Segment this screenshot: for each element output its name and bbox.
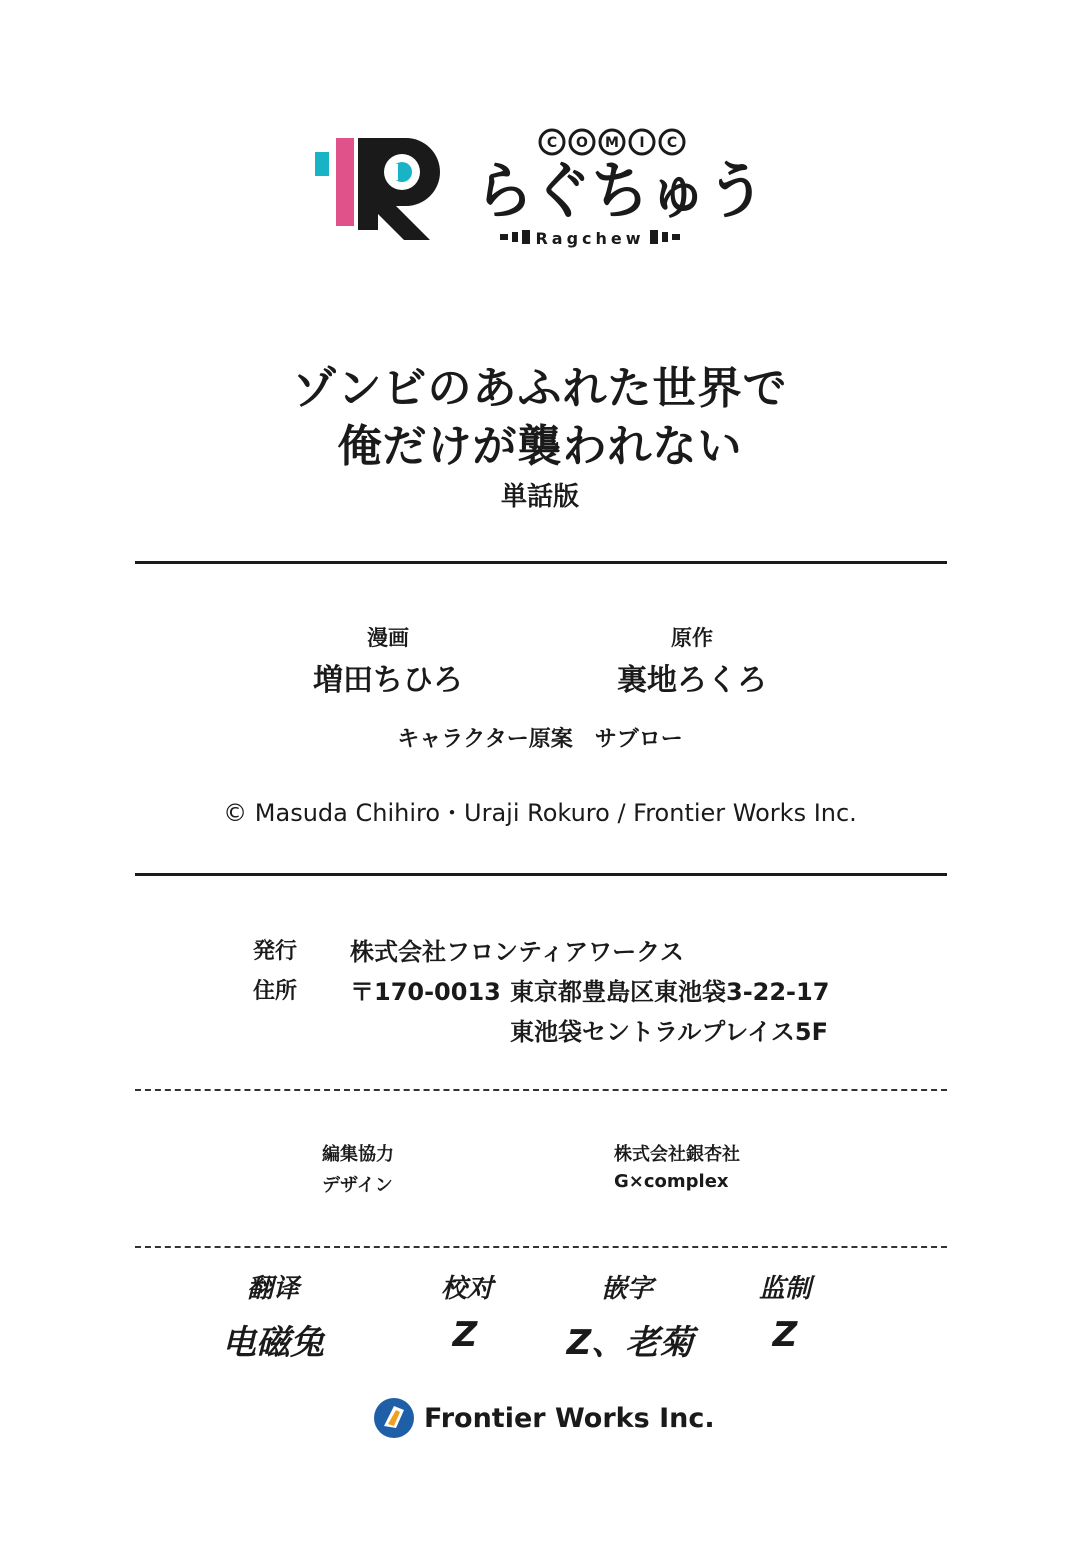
divider-dashed — [135, 1089, 947, 1091]
design-label: デザイン — [322, 1175, 393, 1196]
manga-label: 漫画 — [367, 626, 409, 650]
comic-ragchew-logo — [310, 110, 780, 260]
logo-comic-letter: M — [605, 135, 619, 151]
credit-name-typeset: Z、老菊 — [566, 1323, 694, 1363]
editing-label: 編集協力 — [322, 1144, 394, 1165]
credit-name-proofread: Z — [452, 1315, 478, 1355]
frontier-works-text: Frontier Works Inc. — [424, 1402, 715, 1434]
postal-code: 〒170-0013 — [350, 978, 501, 1006]
frontier-works-emblem-icon — [372, 1396, 416, 1440]
design-value: G×complex — [614, 1171, 729, 1192]
character-design: キャラクター原案 サブロー — [397, 727, 683, 752]
credit-name-supervise: Z — [772, 1315, 798, 1355]
logo-kana: らぐちゅう — [475, 154, 765, 227]
edition-label: 単話版 — [500, 482, 579, 512]
credit-label-supervise: 监制 — [758, 1274, 811, 1304]
issue-value: 株式会社フロンティアワークス — [350, 938, 684, 966]
logo-comic-letter: I — [639, 135, 645, 151]
title-line-2: 俺だけが襲われない — [337, 421, 743, 472]
logo-comic-letter: O — [576, 135, 588, 151]
copyright: © Masuda Chihiro・Uraji Rokuro / Frontier Works Inc. — [223, 799, 857, 827]
credit-label-typeset: 嵌字 — [600, 1274, 653, 1304]
logo-comic-letter: C — [666, 135, 678, 151]
original-name: 裏地ろくろ — [617, 663, 767, 698]
divider-dashed — [135, 1246, 947, 1248]
frontier-works-logo — [372, 1396, 715, 1440]
divider-solid — [135, 873, 947, 876]
credit-label-translation: 翻译 — [246, 1274, 299, 1304]
editing-value: 株式会社銀杏社 — [614, 1144, 740, 1165]
manga-name: 増田ちひろ — [313, 663, 463, 698]
title-line-1: ゾンビのあふれた世界で — [292, 363, 788, 414]
address-line-2: 東池袋セントラルプレイス5F — [510, 1018, 828, 1046]
address-label: 住所 — [253, 979, 298, 1004]
address-line-1: 東京都豊島区東池袋3-22-17 — [510, 978, 830, 1006]
issue-label: 発行 — [253, 939, 298, 964]
credit-name-translation: 电磁兔 — [222, 1323, 324, 1363]
logo-comic-letter: C — [546, 135, 558, 151]
original-label: 原作 — [671, 626, 713, 650]
logo-romaji: Ragchew — [535, 229, 645, 248]
credit-label-proofread: 校对 — [440, 1274, 493, 1304]
divider-solid — [135, 561, 947, 564]
